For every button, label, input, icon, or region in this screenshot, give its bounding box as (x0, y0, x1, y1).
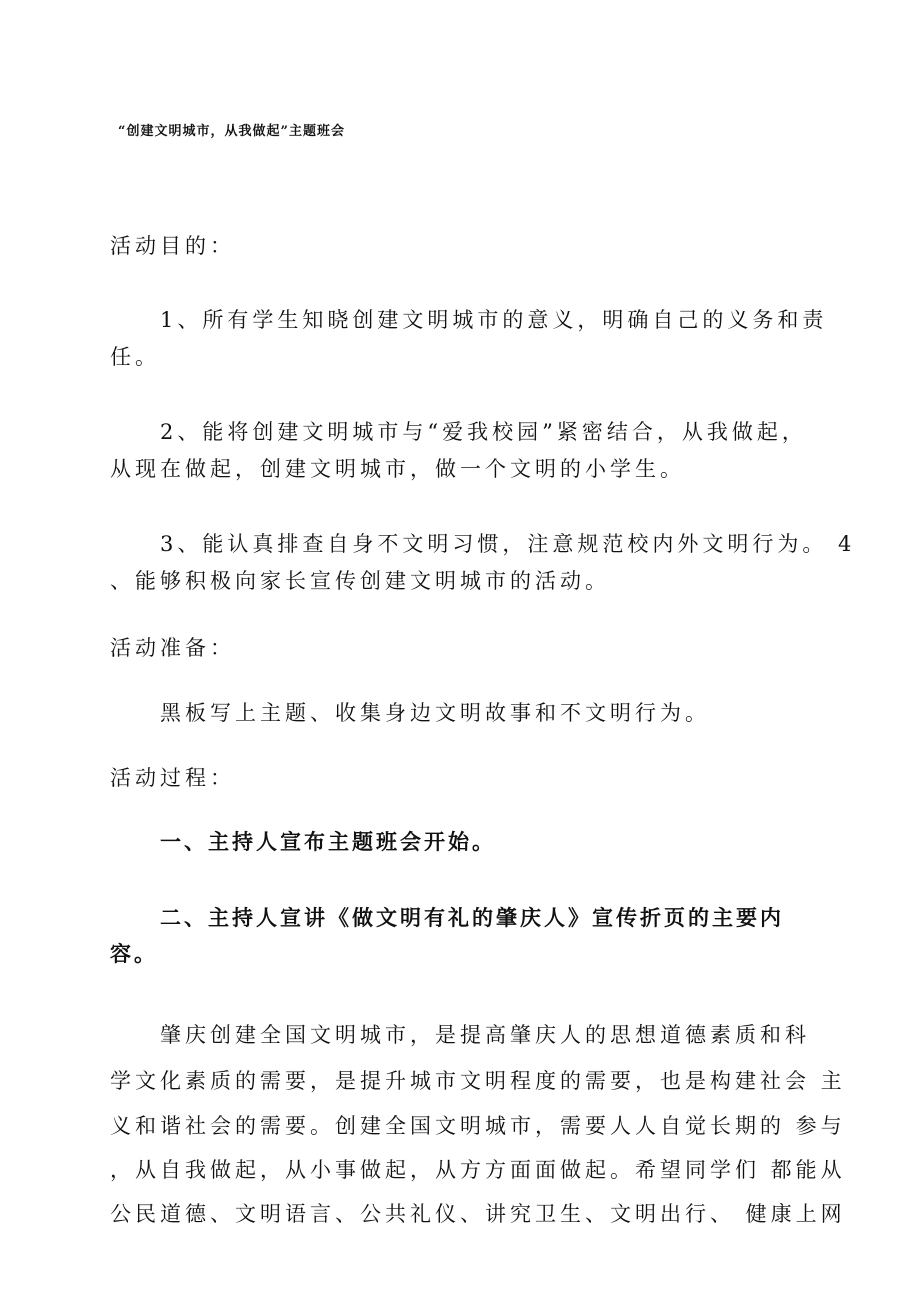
process-step-2-line-1: 二、主持人宣讲《做文明有礼的肇庆人》宣传折页的主要内 (160, 905, 784, 930)
paragraph-line: 公民道德、文明语言、公共礼仪、讲究卫生、文明出行、 健康上网 (110, 1202, 846, 1226)
goal-item-1-line-1: 1、所有学生知晓创建文明城市的意义，明确自己的义务和责 (160, 308, 828, 332)
paragraph-line: 义和谐社会的需要。创建全国文明城市，需要人人自觉长期的 参与 (110, 1114, 846, 1138)
goal-item-1-line-2: 任。 (110, 345, 160, 369)
goal-item-3-line-1: 3、能认真排查自身不文明习惯，注意规范校内外文明行为。 4 (160, 532, 856, 556)
prep-text: 黑板写上主题、收集身边文明故事和不文明行为。 (160, 701, 710, 725)
process-step-1: 一、主持人宣布主题班会开始。 (160, 829, 496, 854)
paragraph-line: 肇庆创建全国文明城市，是提高肇庆人的思想道德素质和科 (160, 1023, 810, 1047)
paragraph-line: 学文化素质的需要，是提升城市文明程度的需要，也是构建社会 主 (110, 1069, 846, 1093)
heading-activity-prep: 活动准备： (110, 636, 235, 660)
paragraph-line: ，从自我做起，从小事做起，从方方面面做起。希望同学们 都能从 (110, 1158, 846, 1182)
heading-activity-goal: 活动目的： (110, 234, 235, 258)
document-title: “创建文明城市，从我做起”主题班会 (118, 124, 345, 139)
heading-activity-process: 活动过程： (110, 766, 235, 790)
goal-item-4-line: 、能够积极向家长宣传创建文明城市的活动。 (110, 569, 610, 593)
goal-item-2-line-1: 2、能将创建文明城市与“爱我校园”紧密结合，从我做起， (160, 420, 807, 444)
process-step-2-line-2: 容。 (110, 941, 158, 966)
goal-item-2-line-2: 从现在做起，创建文明城市，做一个文明的小学生。 (110, 457, 685, 481)
